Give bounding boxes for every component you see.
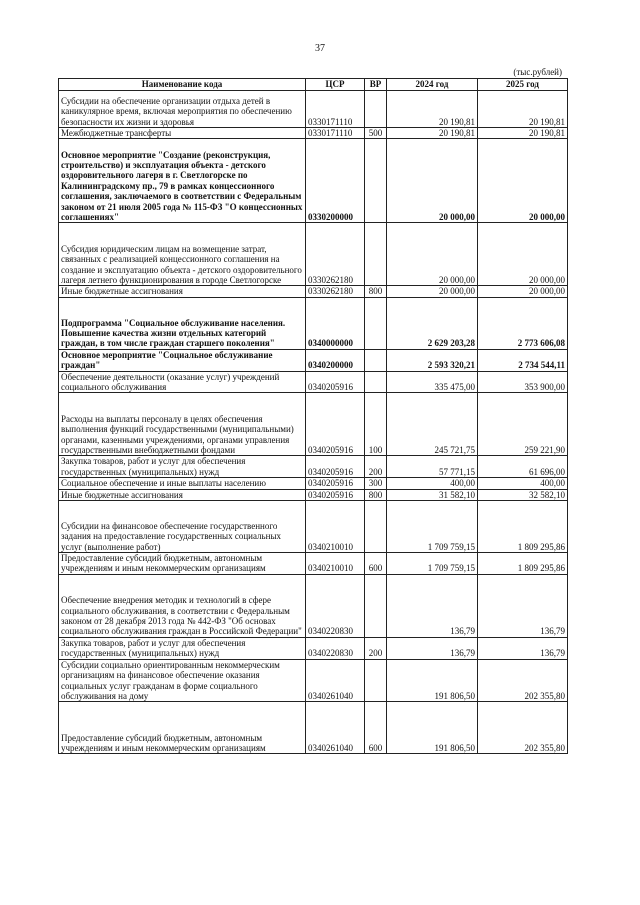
row-csr: 0340205916 bbox=[306, 478, 365, 489]
row-name: Субсидии на финансовое обеспечение государственного задания на предоставление государственных социальных услуг (выполнение работ) bbox=[59, 501, 306, 553]
row-name: Основное мероприятие "Социальное обслуживание граждан" bbox=[59, 349, 306, 371]
table-row bbox=[59, 223, 568, 286]
row-name: Иные бюджетные ассигнования bbox=[59, 489, 306, 500]
row-vr bbox=[365, 371, 387, 393]
row-amount-2024: 20 000,00 bbox=[387, 286, 478, 297]
row-vr bbox=[365, 139, 387, 223]
row-vr: 500 bbox=[365, 128, 387, 139]
row-amount-2025: 20 000,00 bbox=[478, 286, 568, 297]
row-csr: 0340205916 bbox=[306, 489, 365, 500]
row-name: Подпрограмма "Социальное обслуживание населения. Повышение качества жизни отдельных категорий граждан, в том числе граждан старшего поколения" bbox=[59, 297, 306, 349]
row-vr bbox=[365, 349, 387, 371]
row-csr: 0340210010 bbox=[306, 553, 365, 575]
table-row bbox=[59, 478, 568, 489]
row-vr: 200 bbox=[365, 637, 387, 659]
row-amount-2024: 335 475,00 bbox=[387, 371, 478, 393]
row-vr bbox=[365, 501, 387, 553]
table-row bbox=[59, 349, 568, 371]
table-row bbox=[59, 637, 568, 659]
row-csr: 0330262180 bbox=[306, 223, 365, 286]
row-amount-2024: 2 629 203,28 bbox=[387, 297, 478, 349]
row-name: Предоставление субсидий бюджетным, автономным учреждениям и иным некоммерческим организациям bbox=[59, 702, 306, 754]
row-amount-2025: 136,79 bbox=[478, 637, 568, 659]
table-row bbox=[59, 659, 568, 702]
row-name: Межбюджетные трансферты bbox=[59, 128, 306, 139]
row-amount-2025: 20 190,81 bbox=[478, 128, 568, 139]
row-csr: 0340205916 bbox=[306, 393, 365, 456]
row-name: Основное мероприятие "Создание (реконструкция, строительство) и эксплуатация объекта - детского оздоровительного лагеря в г. Светлогорске по Калининградскому пр., 79 в рамках концессионного соглашения, заключаемого в соответствии с Федеральным законом от 21 июля 2005 года № 115-ФЗ "О концессионных соглашениях" bbox=[59, 139, 306, 223]
row-amount-2024: 191 806,50 bbox=[387, 702, 478, 754]
table-row bbox=[59, 456, 568, 478]
row-amount-2024: 1 709 759,15 bbox=[387, 501, 478, 553]
row-csr: 0340220830 bbox=[306, 574, 365, 637]
row-name: Закупка товаров, работ и услуг для обеспечения государственных (муниципальных) нужд bbox=[59, 637, 306, 659]
budget-table bbox=[58, 78, 568, 754]
row-csr: 0330200000 bbox=[306, 139, 365, 223]
table-row bbox=[59, 297, 568, 349]
row-amount-2024: 20 000,00 bbox=[387, 139, 478, 223]
row-vr: 300 bbox=[365, 478, 387, 489]
row-vr: 100 bbox=[365, 393, 387, 456]
row-name: Расходы на выплаты персоналу в целях обеспечения выполнения функций государственными (муниципальными) органами, казенными учреждениями, органами управления государственными внебюджетными фондами bbox=[59, 393, 306, 456]
units-label: (тыс.рублей) bbox=[513, 67, 562, 77]
row-vr: 800 bbox=[365, 489, 387, 500]
row-amount-2025: 353 900,00 bbox=[478, 371, 568, 393]
row-name: Субсидия юридическим лицам на возмещение затрат, связанных с реализацией концессионного соглашения на создание и эксплуатацию объекта - детского оздоровительного лагеря летнего функционирования в городе Светлогорске bbox=[59, 223, 306, 286]
row-csr: 0340200000 bbox=[306, 349, 365, 371]
row-amount-2025: 32 582,10 bbox=[478, 489, 568, 500]
row-amount-2025: 400,00 bbox=[478, 478, 568, 489]
row-amount-2024: 1 709 759,15 bbox=[387, 553, 478, 575]
header-csr: ЦСР bbox=[306, 79, 365, 91]
row-amount-2024: 20 000,00 bbox=[387, 223, 478, 286]
row-csr: 0340261040 bbox=[306, 702, 365, 754]
row-name: Иные бюджетные ассигнования bbox=[59, 286, 306, 297]
row-amount-2025: 20 190,81 bbox=[478, 91, 568, 128]
row-amount-2025: 1 809 295,86 bbox=[478, 501, 568, 553]
row-vr bbox=[365, 223, 387, 286]
row-vr: 600 bbox=[365, 702, 387, 754]
row-csr: 0330171110 bbox=[306, 91, 365, 128]
table-row bbox=[59, 393, 568, 456]
row-amount-2025: 20 000,00 bbox=[478, 223, 568, 286]
row-amount-2024: 245 721,75 bbox=[387, 393, 478, 456]
row-name: Субсидии социально ориентированным некоммерческим организациям на финансовое обеспечение оказания социальных услуг гражданам в форме социального обслуживания на дому bbox=[59, 659, 306, 702]
row-name: Социальное обеспечение и иные выплаты населению bbox=[59, 478, 306, 489]
row-name: Закупка товаров, работ и услуг для обеспечения государственных (муниципальных) нужд bbox=[59, 456, 306, 478]
row-amount-2025: 20 000,00 bbox=[478, 139, 568, 223]
table-row bbox=[59, 702, 568, 754]
row-csr: 0340210010 bbox=[306, 501, 365, 553]
header-name: Наименование кода bbox=[59, 79, 306, 91]
table-row bbox=[59, 91, 568, 128]
row-csr: 0340261040 bbox=[306, 659, 365, 702]
row-amount-2025: 2 734 544,11 bbox=[478, 349, 568, 371]
table-header-row bbox=[59, 79, 568, 91]
header-2025: 2025 год bbox=[478, 79, 568, 91]
row-vr: 800 bbox=[365, 286, 387, 297]
row-csr: 0340205916 bbox=[306, 371, 365, 393]
row-amount-2024: 57 771,15 bbox=[387, 456, 478, 478]
row-amount-2025: 259 221,90 bbox=[478, 393, 568, 456]
row-amount-2024: 136,79 bbox=[387, 637, 478, 659]
row-amount-2025: 61 696,00 bbox=[478, 456, 568, 478]
table-row bbox=[59, 286, 568, 297]
table-row bbox=[59, 574, 568, 637]
page-number: 37 bbox=[315, 43, 325, 54]
row-csr: 0340205916 bbox=[306, 456, 365, 478]
row-amount-2024: 400,00 bbox=[387, 478, 478, 489]
row-amount-2025: 2 773 606,08 bbox=[478, 297, 568, 349]
row-amount-2025: 136,79 bbox=[478, 574, 568, 637]
row-name: Обеспечение деятельности (оказание услуг) учреждений социального обслуживания bbox=[59, 371, 306, 393]
row-vr: 600 bbox=[365, 553, 387, 575]
row-name: Обеспечение внедрения методик и технологий в сфере социального обслуживания, в соответствии с Федеральным законом от 28 декабря 2013 года № 442-ФЗ "Об основах социального обслуживания граждан в Российской Федерации" bbox=[59, 574, 306, 637]
row-amount-2025: 202 355,80 bbox=[478, 659, 568, 702]
row-vr bbox=[365, 297, 387, 349]
row-amount-2024: 20 190,81 bbox=[387, 91, 478, 128]
table-row bbox=[59, 128, 568, 139]
row-amount-2025: 1 809 295,86 bbox=[478, 553, 568, 575]
header-2024: 2024 год bbox=[387, 79, 478, 91]
row-vr bbox=[365, 574, 387, 637]
row-vr bbox=[365, 91, 387, 128]
header-vr: ВР bbox=[365, 79, 387, 91]
row-name: Субсидии на обеспечение организации отдыха детей в каникулярное время, включая мероприятия по обеспечению безопасности их жизни и здоровья bbox=[59, 91, 306, 128]
row-csr: 0330262180 bbox=[306, 286, 365, 297]
row-amount-2024: 136,79 bbox=[387, 574, 478, 637]
row-amount-2024: 31 582,10 bbox=[387, 489, 478, 500]
row-amount-2024: 191 806,50 bbox=[387, 659, 478, 702]
row-csr: 0340000000 bbox=[306, 297, 365, 349]
table-row bbox=[59, 139, 568, 223]
table-row bbox=[59, 501, 568, 553]
table-row bbox=[59, 553, 568, 575]
row-csr: 0340220830 bbox=[306, 637, 365, 659]
row-amount-2025: 202 355,80 bbox=[478, 702, 568, 754]
row-name: Предоставление субсидий бюджетным, автономным учреждениям и иным некоммерческим организациям bbox=[59, 553, 306, 575]
table-row bbox=[59, 371, 568, 393]
row-vr: 200 bbox=[365, 456, 387, 478]
table-row bbox=[59, 489, 568, 500]
row-csr: 0330171110 bbox=[306, 128, 365, 139]
row-amount-2024: 2 593 320,21 bbox=[387, 349, 478, 371]
row-vr bbox=[365, 659, 387, 702]
row-amount-2024: 20 190,81 bbox=[387, 128, 478, 139]
